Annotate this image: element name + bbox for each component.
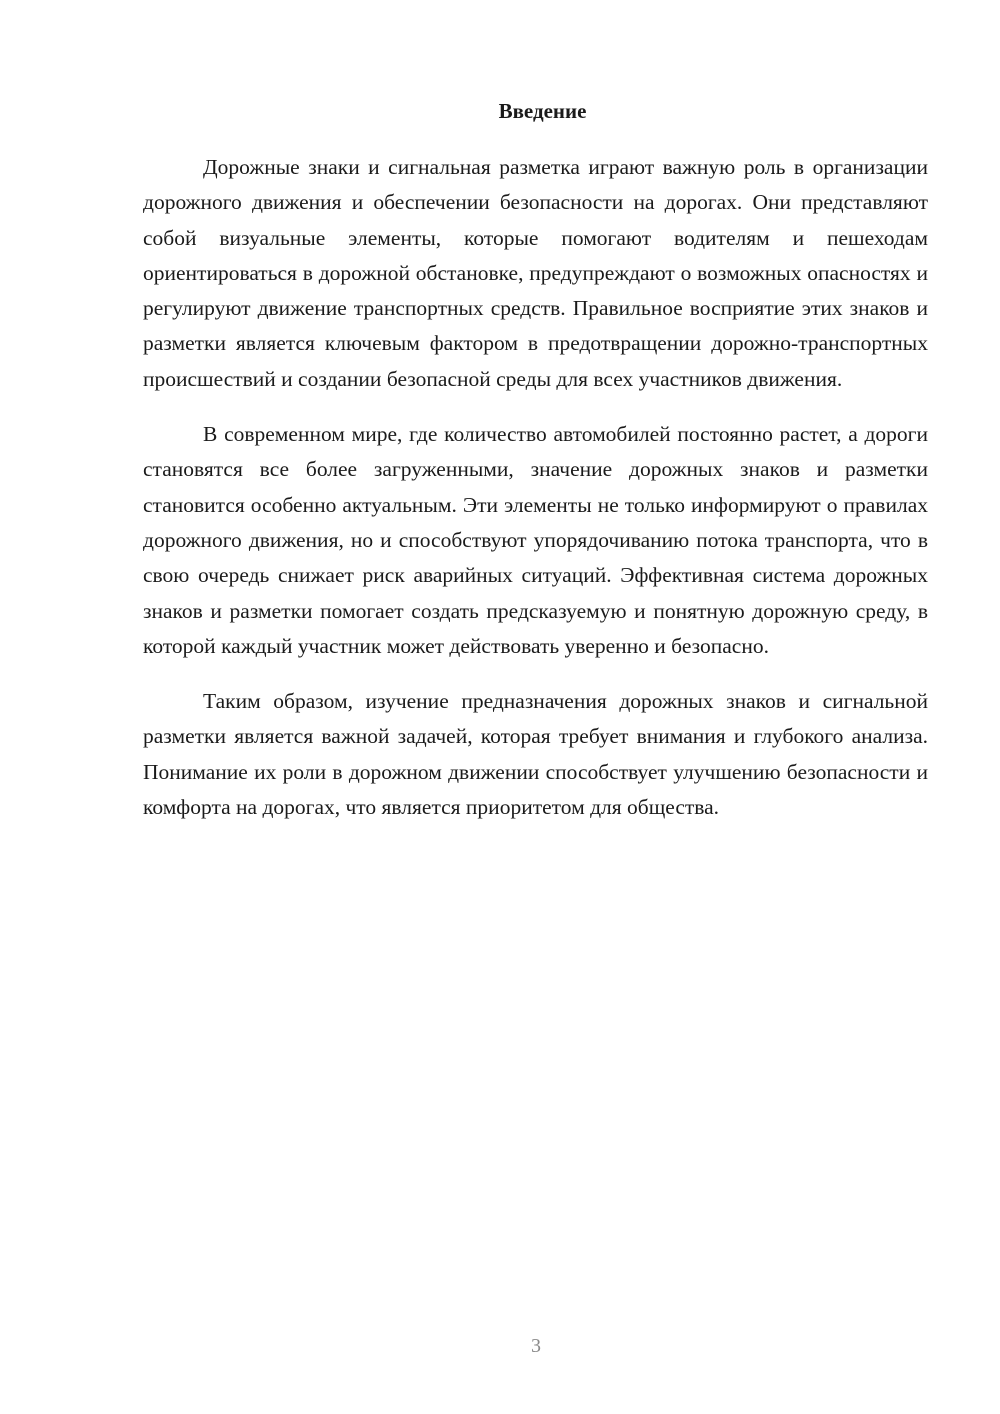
page-number: 3 [531, 1335, 541, 1357]
paragraph-conclusion: Таким образом, изучение предназначения дорожных знаков и сигнальной разметки является важной задачей, которая требует внимания и глубокого анализа. Понимание их роли в дорожном движении способствует улучшению безопасности и комфорта на дорогах, что является приоритетом для общества. [143, 689, 928, 820]
document-body [143, 94, 928, 825]
paragraph-intro: Дорожные знаки и сигнальная разметка играют важную роль в организации дорожного движения и обеспечении безопасности на дорогах. Они представляют собой визуальные элементы, которые помогают водителям и пешеходам ориентироваться в дорожной обстановке, предупреждают о возможных опасностях и регулируют движение транспортных средств. Правильное восприятие этих знаков и разметки является ключевым фактором в предотвращении дорожно-транспортных происшествий и создании безопасной среды для всех участников движения. [143, 155, 928, 391]
paragraph-modern-world: В современном мире, где количество автомобилей постоянно растет, а дороги становятся все более загруженными, значение дорожных знаков и разметки становится особенно актуальным. Эти элементы не только информируют о правилах дорожного движения, но и способствуют упорядочиванию потока транспорта, что в свою очередь снижает риск аварийных ситуаций. Эффективная система дорожных знаков и разметки помогает создать предсказуемую и понятную дорожную среду, в которой каждый участник может действовать уверенно и безопасно. [143, 422, 928, 658]
section-title: Введение [498, 99, 587, 123]
